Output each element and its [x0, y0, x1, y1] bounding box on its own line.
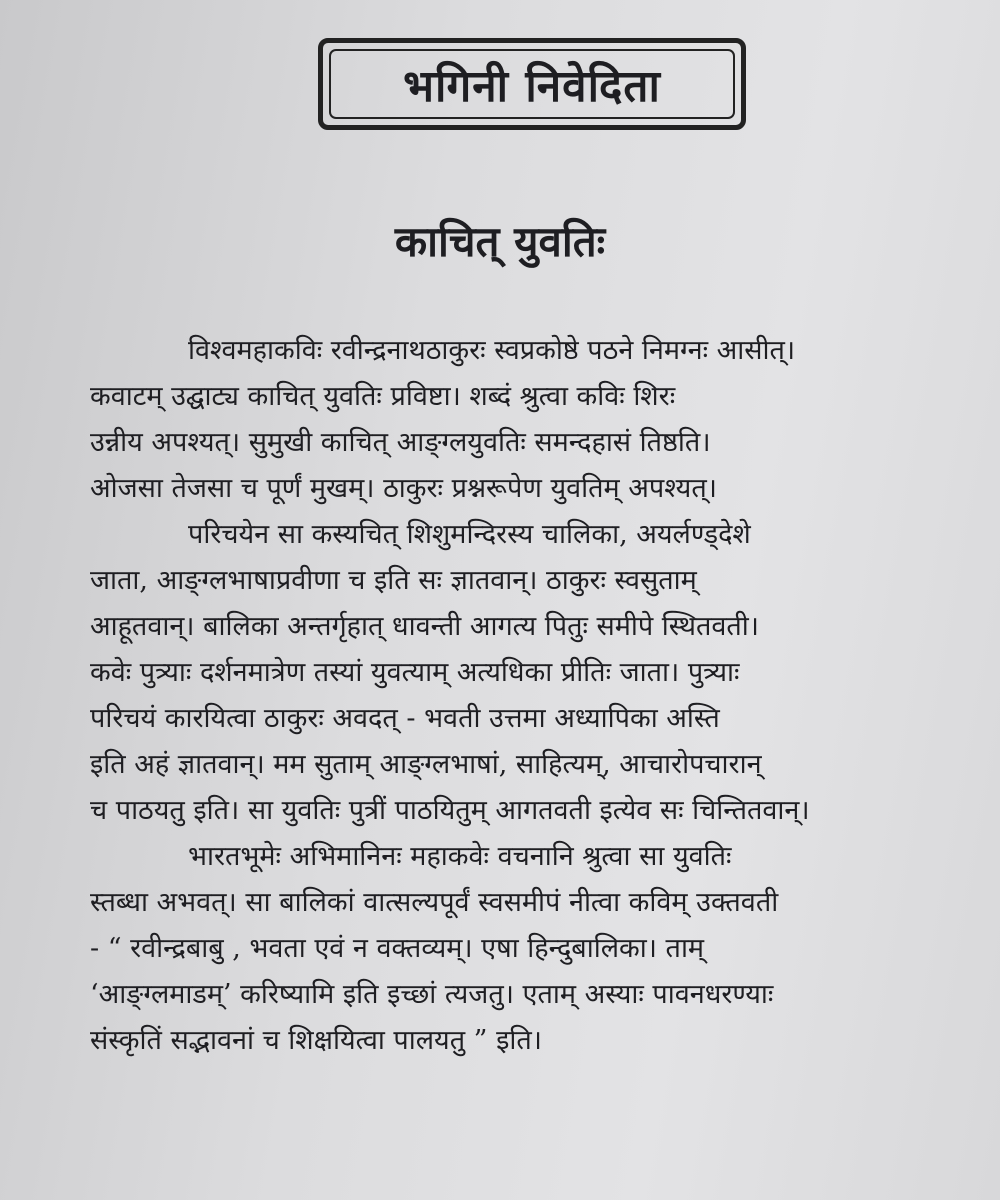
book-title: भगिनी निवेदिता [403, 61, 661, 112]
text-line: च पाठयतु इति। सा युवतिः पुत्रीं पाठयितुम् आगतवती इत्येव सः चिन्तितवान्। [90, 795, 810, 826]
text-line: उन्नीय अपश्यत्। सुमुखी काचित् आङ्ग्लयुवतिः समन्दहासं तिष्ठति। [90, 427, 711, 458]
text-line: परिचयं कारयित्वा ठाकुरः अवदत् - भवती उत्तमा अध्यापिका अस्ति [90, 703, 720, 734]
text-line: ओजसा तेजसा च पूर्णं मुखम्। ठाकुरः प्रश्नरूपेण युवतिम् अपश्यत्। [90, 473, 717, 504]
text-line: भारतभूमेः अभिमानिनः महाकवेः वचनानि श्रुत्वा सा युवतिः [188, 841, 732, 872]
text-line: कवाटम् उद्घाट्य काचित् युवतिः प्रविष्टा। शब्दं श्रुत्वा कविः शिरः [90, 381, 676, 412]
title-inner-frame [329, 49, 735, 119]
text-line: इति अहं ज्ञातवान्। मम सुताम् आङ्ग्लभाषां, साहित्यम्, आचारोपचारान् [90, 749, 762, 780]
text-line: जाता, आङ्ग्लभाषाप्रवीणा च इति सः ज्ञातवान्। ठाकुरः स्वसुताम् [90, 565, 697, 596]
body-text [90, 328, 980, 1064]
title-frame [318, 38, 746, 130]
text-line: - “ रवीन्द्रबाबु , भवता एवं न वक्तव्यम्। एषा हिन्दुबालिका। ताम् [90, 933, 705, 964]
text-line: विश्वमहाकविः रवीन्द्रनाथठाकुरः स्वप्रकोष्ठे पठने निमग्नः आसीत्। [188, 335, 796, 366]
text-line: संस्कृतिं सद्भावनां च शिक्षयित्वा पालयतु ” इति। [90, 1025, 542, 1056]
chapter-title: काचित् युवतिः [394, 217, 606, 266]
text-line: परिचयेन सा कस्यचित् शिशुमन्दिरस्य चालिका, अयर्लण्ड्देशे [188, 519, 751, 550]
text-line: ‘आङ्ग्लमाडम्’ करिष्यामि इति इच्छां त्यजतु। एताम् अस्याः पावनधरण्याः [90, 979, 774, 1010]
text-line: आहूतवान्। बालिका अन्तर्गृहात् धावन्ती आगत्य पितुः समीपे स्थितवती। [90, 611, 760, 642]
text-line: स्तब्धा अभवत्। सा बालिकां वात्सल्यपूर्वं स्वसमीपं नीत्वा कविम् उक्तवती [90, 887, 779, 918]
text-line: कवेः पुत्र्याः दर्शनमात्रेण तस्यां युवत्याम् अत्यधिका प्रीतिः जाता। पुत्र्याः [90, 657, 740, 688]
